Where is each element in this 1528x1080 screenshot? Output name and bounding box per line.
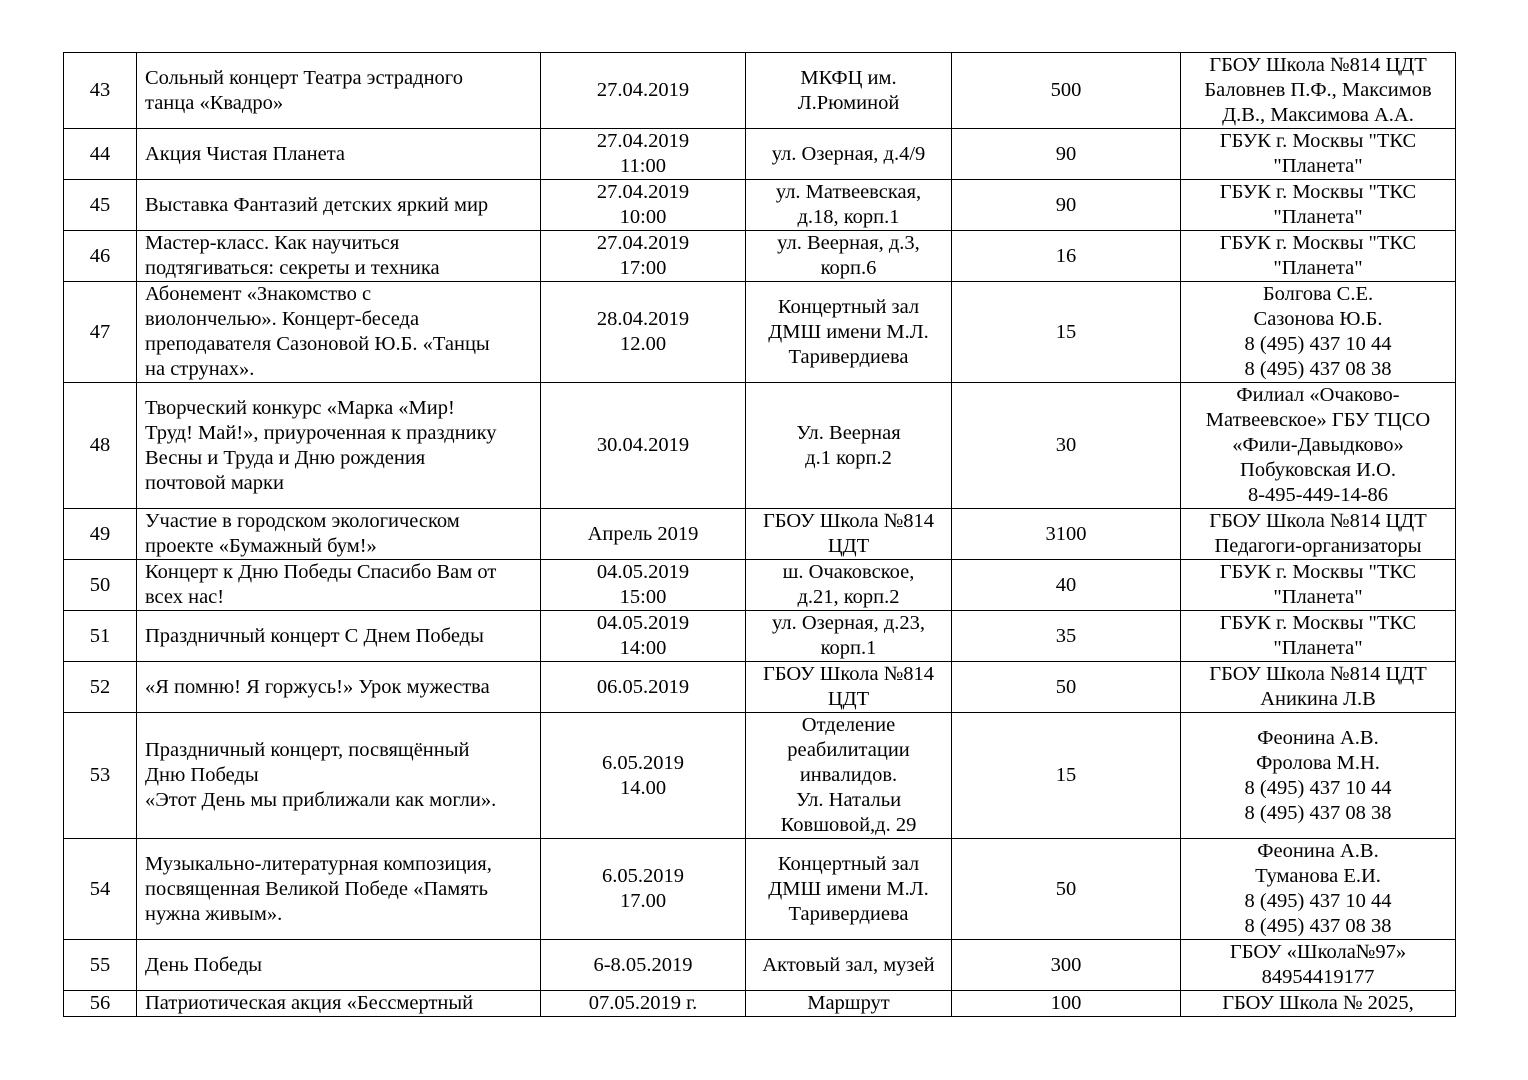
organizer-cell: ГБОУ Школа № 2025, [1181,991,1456,1017]
event-place-cell: Маршрут [746,991,952,1017]
event-date-cell: 07.05.2019 г. [541,991,746,1017]
table-row [64,509,1456,560]
organizer-cell: ГБУК г. Москвы "ТКС "Планета" [1181,180,1456,231]
event-place-cell: Ул. Веерная д.1 корп.2 [746,383,952,509]
event-title-cell: Творческий конкурс «Марка «Мир! Труд! Май!», приуроченная к празднику Весны и Труда и Дню рождения почтовой марки [137,383,541,509]
row-number-cell: 43 [64,53,137,129]
participant-count-cell: 100 [952,991,1181,1017]
event-place-cell: ГБОУ Школа №814 ЦДТ [746,509,952,560]
event-date-cell: 30.04.2019 [541,383,746,509]
event-date-cell: 28.04.2019 12.00 [541,282,746,383]
table-row [64,180,1456,231]
table-row [64,991,1456,1017]
participant-count-cell: 30 [952,383,1181,509]
event-place-cell: ул. Озерная, д.4/9 [746,129,952,180]
row-number-cell: 56 [64,991,137,1017]
event-date-cell: 27.04.2019 17:00 [541,231,746,282]
event-date-cell: 6-8.05.2019 [541,940,746,991]
event-date-cell: 04.05.2019 14:00 [541,611,746,662]
event-date-cell: Апрель 2019 [541,509,746,560]
event-place-cell: Концертный зал ДМШ имени М.Л. Таривердиева [746,282,952,383]
row-number-cell: 48 [64,383,137,509]
participant-count-cell: 15 [952,282,1181,383]
organizer-cell: Болгова С.Е. Сазонова Ю.Б. 8 (495) 437 10 44 8 (495) 437 08 38 [1181,282,1456,383]
event-place-cell: Отделение реабилитации инвалидов. Ул. Натальи Ковшовой,д. 29 [746,713,952,839]
participant-count-cell: 3100 [952,509,1181,560]
event-title-cell: Участие в городском экологическом проекте «Бумажный бум!» [137,509,541,560]
row-number-cell: 51 [64,611,137,662]
organizer-cell: Феонина А.В. Фролова М.Н. 8 (495) 437 10 44 8 (495) 437 08 38 [1181,713,1456,839]
organizer-cell: ГБОУ Школа №814 ЦДТ Аникина Л.В [1181,662,1456,713]
event-title-cell: «Я помню! Я горжусь!» Урок мужества [137,662,541,713]
organizer-cell: ГБОУ Школа №814 ЦДТ Педагоги-организаторы [1181,509,1456,560]
event-place-cell: МКФЦ им. Л.Рюминой [746,53,952,129]
participant-count-cell: 90 [952,129,1181,180]
event-date-cell: 04.05.2019 15:00 [541,560,746,611]
table-row [64,940,1456,991]
organizer-cell: Филиал «Очаково- Матвеевское» ГБУ ТЦСО «Фили-Давыдково» Побуковская И.О. 8-495-449-14-86 [1181,383,1456,509]
row-number-cell: 45 [64,180,137,231]
event-place-cell: ГБОУ Школа №814 ЦДТ [746,662,952,713]
event-title-cell: Праздничный концерт, посвящённый Дню Победы «Этот День мы приближали как могли». [137,713,541,839]
event-date-cell: 06.05.2019 [541,662,746,713]
table-row [64,282,1456,383]
table-row [64,383,1456,509]
table-row [64,839,1456,940]
organizer-cell: ГБУК г. Москвы "ТКС "Планета" [1181,611,1456,662]
participant-count-cell: 40 [952,560,1181,611]
organizer-cell: ГБУК г. Москвы "ТКС "Планета" [1181,129,1456,180]
event-title-cell: Акция Чистая Планета [137,129,541,180]
participant-count-cell: 35 [952,611,1181,662]
table-row [64,713,1456,839]
organizer-cell: ГБУК г. Москвы "ТКС "Планета" [1181,560,1456,611]
event-place-cell: ул. Матвеевская, д.18, корп.1 [746,180,952,231]
event-place-cell: ул. Озерная, д.23, корп.1 [746,611,952,662]
events-table [63,52,1456,1017]
row-number-cell: 52 [64,662,137,713]
participant-count-cell: 15 [952,713,1181,839]
events-table-body [64,53,1456,1017]
row-number-cell: 50 [64,560,137,611]
table-row [64,231,1456,282]
event-title-cell: Абонемент «Знакомство с виолончелью». Концерт-беседа преподавателя Сазоновой Ю.Б. «Танцы на струнах». [137,282,541,383]
event-title-cell: Праздничный концерт С Днем Победы [137,611,541,662]
participant-count-cell: 500 [952,53,1181,129]
event-title-cell: Музыкально-литературная композиция, посвященная Великой Победе «Память нужна живым». [137,839,541,940]
event-place-cell: Актовый зал, музей [746,940,952,991]
row-number-cell: 46 [64,231,137,282]
event-date-cell: 27.04.2019 11:00 [541,129,746,180]
event-title-cell: Выставка Фантазий детских яркий мир [137,180,541,231]
event-date-cell: 6.05.2019 17.00 [541,839,746,940]
event-place-cell: ш. Очаковское, д.21, корп.2 [746,560,952,611]
table-row [64,662,1456,713]
organizer-cell: ГБОУ «Школа№97» 84954419177 [1181,940,1456,991]
participant-count-cell: 50 [952,839,1181,940]
row-number-cell: 47 [64,282,137,383]
organizer-cell: ГБОУ Школа №814 ЦДТ Баловнев П.Ф., Максимов Д.В., Максимова А.А. [1181,53,1456,129]
organizer-cell: ГБУК г. Москвы "ТКС "Планета" [1181,231,1456,282]
event-date-cell: 27.04.2019 10:00 [541,180,746,231]
event-title-cell: Мастер-класс. Как научиться подтягиваться: секреты и техника [137,231,541,282]
table-row [64,129,1456,180]
table-row [64,611,1456,662]
event-place-cell: Концертный зал ДМШ имени М.Л. Таривердиева [746,839,952,940]
participant-count-cell: 90 [952,180,1181,231]
row-number-cell: 49 [64,509,137,560]
organizer-cell: Феонина А.В. Туманова Е.И. 8 (495) 437 10 44 8 (495) 437 08 38 [1181,839,1456,940]
participant-count-cell: 300 [952,940,1181,991]
event-title-cell: День Победы [137,940,541,991]
row-number-cell: 54 [64,839,137,940]
event-date-cell: 27.04.2019 [541,53,746,129]
table-row [64,53,1456,129]
event-place-cell: ул. Веерная, д.3, корп.6 [746,231,952,282]
row-number-cell: 55 [64,940,137,991]
participant-count-cell: 16 [952,231,1181,282]
table-row [64,560,1456,611]
event-title-cell: Патриотическая акция «Бессмертный [137,991,541,1017]
event-date-cell: 6.05.2019 14.00 [541,713,746,839]
event-title-cell: Сольный концерт Театра эстрадного танца «Квадро» [137,53,541,129]
row-number-cell: 53 [64,713,137,839]
participant-count-cell: 50 [952,662,1181,713]
row-number-cell: 44 [64,129,137,180]
event-title-cell: Концерт к Дню Победы Спасибо Вам от всех нас! [137,560,541,611]
